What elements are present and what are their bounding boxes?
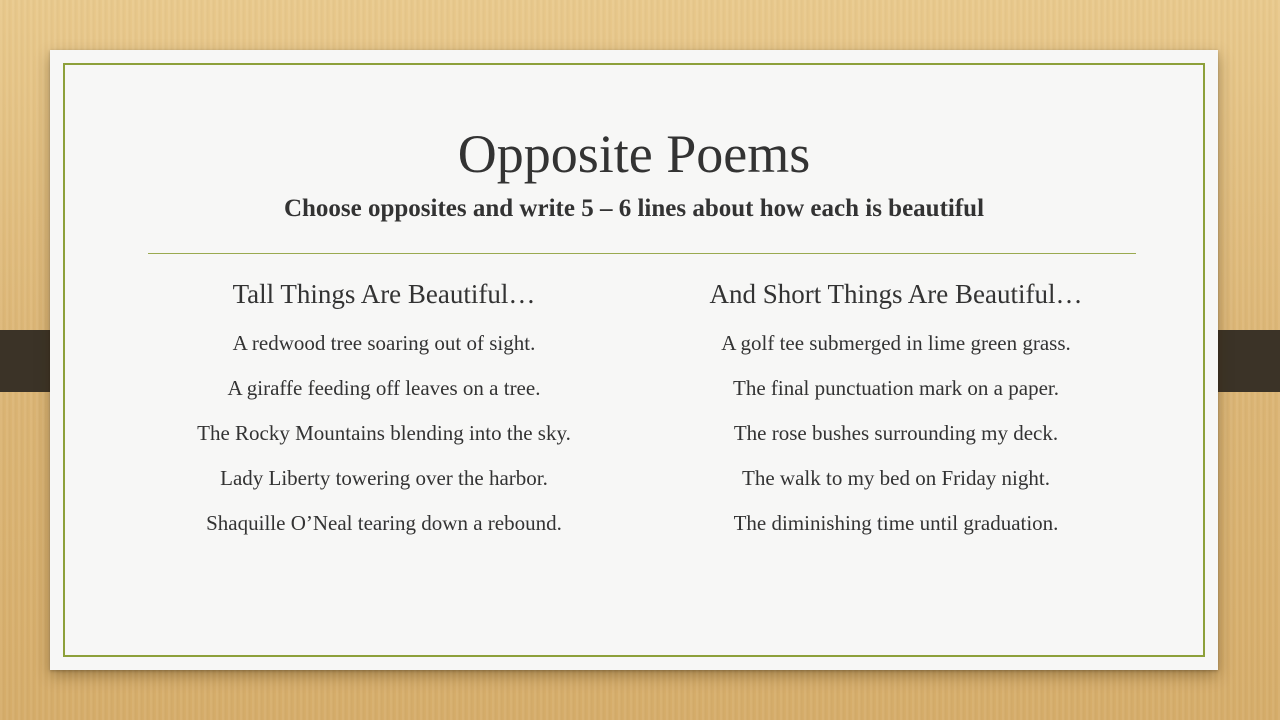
poem-line: A giraffe feeding off leaves on a tree. bbox=[227, 376, 541, 400]
slide-paper bbox=[50, 50, 1218, 670]
title-divider bbox=[148, 253, 1136, 254]
poem-line: The walk to my bed on Friday night. bbox=[742, 466, 1050, 490]
slide-title: Opposite Poems bbox=[457, 124, 811, 184]
poem-line: A golf tee submerged in lime green grass. bbox=[721, 331, 1071, 355]
slide-subtitle: Choose opposites and write 5 – 6 lines about how each is beautiful bbox=[283, 195, 985, 222]
poem-line: Lady Liberty towering over the harbor. bbox=[220, 466, 548, 490]
tall-things-column bbox=[114, 276, 654, 546]
short-things-column bbox=[626, 276, 1166, 546]
poem-line: The final punctuation mark on a paper. bbox=[733, 376, 1059, 400]
poem-line: A redwood tree soaring out of sight. bbox=[232, 331, 536, 355]
tall-things-heading: Tall Things Are Beautiful… bbox=[232, 279, 536, 309]
poem-line: The Rocky Mountains blending into the sky. bbox=[197, 421, 571, 445]
poem-line: The diminishing time until graduation. bbox=[733, 511, 1059, 535]
poem-line: Shaquille O’Neal tearing down a rebound. bbox=[206, 511, 562, 535]
poem-line: The rose bushes surrounding my deck. bbox=[733, 421, 1059, 445]
short-things-heading: And Short Things Are Beautiful… bbox=[709, 279, 1083, 309]
